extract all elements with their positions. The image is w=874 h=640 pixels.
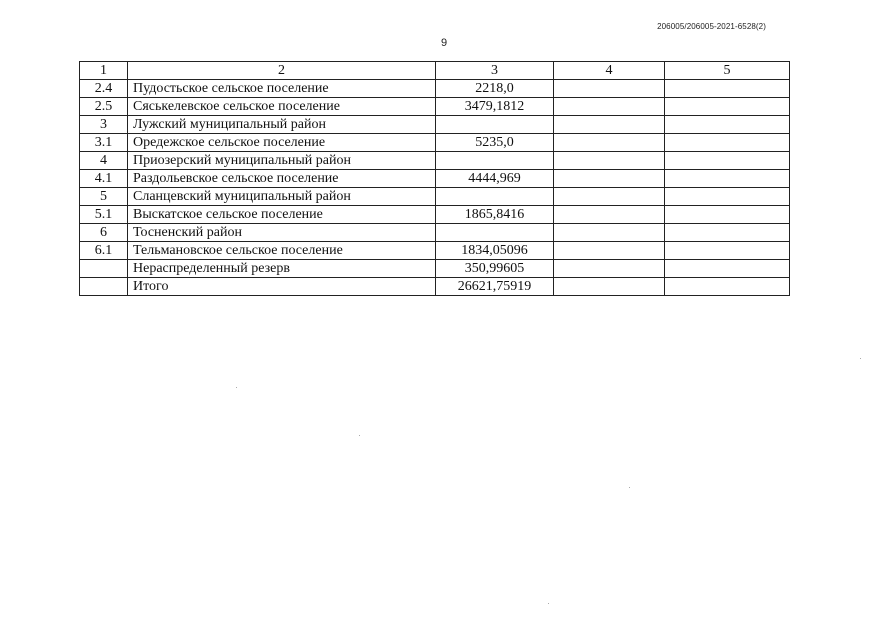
column-4-cell <box>554 260 665 278</box>
settlement-name-cell: Сяськелевское сельское поселение <box>128 98 436 116</box>
column-5-cell <box>665 260 790 278</box>
scan-speck <box>236 387 237 388</box>
settlement-name-cell: Тельмановское сельское поселение <box>128 242 436 260</box>
column-4-cell <box>554 278 665 296</box>
district-name-cell: Приозерский муниципальный район <box>128 152 436 170</box>
row-number-cell: 6 <box>80 224 128 242</box>
table-row <box>80 242 790 260</box>
table-row <box>80 80 790 98</box>
column-5-cell <box>665 224 790 242</box>
amount-cell: 1865,8416 <box>436 206 554 224</box>
table-row <box>80 134 790 152</box>
total-label-cell: Итого <box>128 278 436 296</box>
amount-cell: 350,99605 <box>436 260 554 278</box>
amount-cell: 5235,0 <box>436 134 554 152</box>
settlement-name-cell: Оредежское сельское поселение <box>128 134 436 152</box>
table-row <box>80 206 790 224</box>
total-amount-cell: 26621,75919 <box>436 278 554 296</box>
column-5-cell <box>665 116 790 134</box>
column-4-cell <box>554 206 665 224</box>
column-4-cell <box>554 80 665 98</box>
column-5-cell <box>665 242 790 260</box>
column-header-5: 5 <box>665 62 790 80</box>
row-number-cell: 3.1 <box>80 134 128 152</box>
row-number-cell: 3 <box>80 116 128 134</box>
table-row <box>80 188 790 206</box>
reserve-name-cell: Нераспределенный резерв <box>128 260 436 278</box>
column-header-2: 2 <box>128 62 436 80</box>
column-5-cell <box>665 188 790 206</box>
column-5-cell <box>665 170 790 188</box>
settlement-name-cell: Пудостьское сельское поселение <box>128 80 436 98</box>
column-4-cell <box>554 224 665 242</box>
settlement-name-cell: Выскатское сельское поселение <box>128 206 436 224</box>
table-row <box>80 260 790 278</box>
document-id: 206005/206005-2021-6528(2) <box>657 22 766 31</box>
table-header-row <box>80 62 790 80</box>
column-4-cell <box>554 188 665 206</box>
column-5-cell <box>665 98 790 116</box>
row-number-cell <box>80 278 128 296</box>
district-name-cell: Тосненский район <box>128 224 436 242</box>
amount-cell <box>436 188 554 206</box>
table-row <box>80 152 790 170</box>
column-header-3: 3 <box>436 62 554 80</box>
allocation-table <box>79 61 790 296</box>
page-number: 9 <box>441 37 448 49</box>
scan-speck <box>629 487 630 488</box>
column-5-cell <box>665 80 790 98</box>
table-total-row <box>80 278 790 296</box>
table-row <box>80 224 790 242</box>
column-header-1: 1 <box>80 62 128 80</box>
table-row <box>80 170 790 188</box>
column-5-cell <box>665 206 790 224</box>
settlement-name-cell: Раздольевское сельское поселение <box>128 170 436 188</box>
amount-cell: 3479,1812 <box>436 98 554 116</box>
table-row <box>80 98 790 116</box>
amount-cell <box>436 152 554 170</box>
row-number-cell: 6.1 <box>80 242 128 260</box>
row-number-cell: 2.4 <box>80 80 128 98</box>
scan-speck <box>860 358 861 359</box>
amount-cell: 1834,05096 <box>436 242 554 260</box>
amount-cell: 4444,969 <box>436 170 554 188</box>
scan-speck <box>548 603 549 604</box>
column-4-cell <box>554 242 665 260</box>
row-number-cell: 5.1 <box>80 206 128 224</box>
amount-cell <box>436 116 554 134</box>
column-4-cell <box>554 152 665 170</box>
row-number-cell: 4 <box>80 152 128 170</box>
amount-cell: 2218,0 <box>436 80 554 98</box>
column-4-cell <box>554 170 665 188</box>
column-4-cell <box>554 98 665 116</box>
row-number-cell: 4.1 <box>80 170 128 188</box>
column-header-4: 4 <box>554 62 665 80</box>
row-number-cell: 5 <box>80 188 128 206</box>
column-5-cell <box>665 278 790 296</box>
column-4-cell <box>554 116 665 134</box>
district-name-cell: Лужский муниципальный район <box>128 116 436 134</box>
column-5-cell <box>665 134 790 152</box>
row-number-cell: 2.5 <box>80 98 128 116</box>
table-row <box>80 116 790 134</box>
amount-cell <box>436 224 554 242</box>
scan-speck <box>359 435 360 436</box>
column-4-cell <box>554 134 665 152</box>
column-5-cell <box>665 152 790 170</box>
district-name-cell: Сланцевский муниципальный район <box>128 188 436 206</box>
row-number-cell <box>80 260 128 278</box>
